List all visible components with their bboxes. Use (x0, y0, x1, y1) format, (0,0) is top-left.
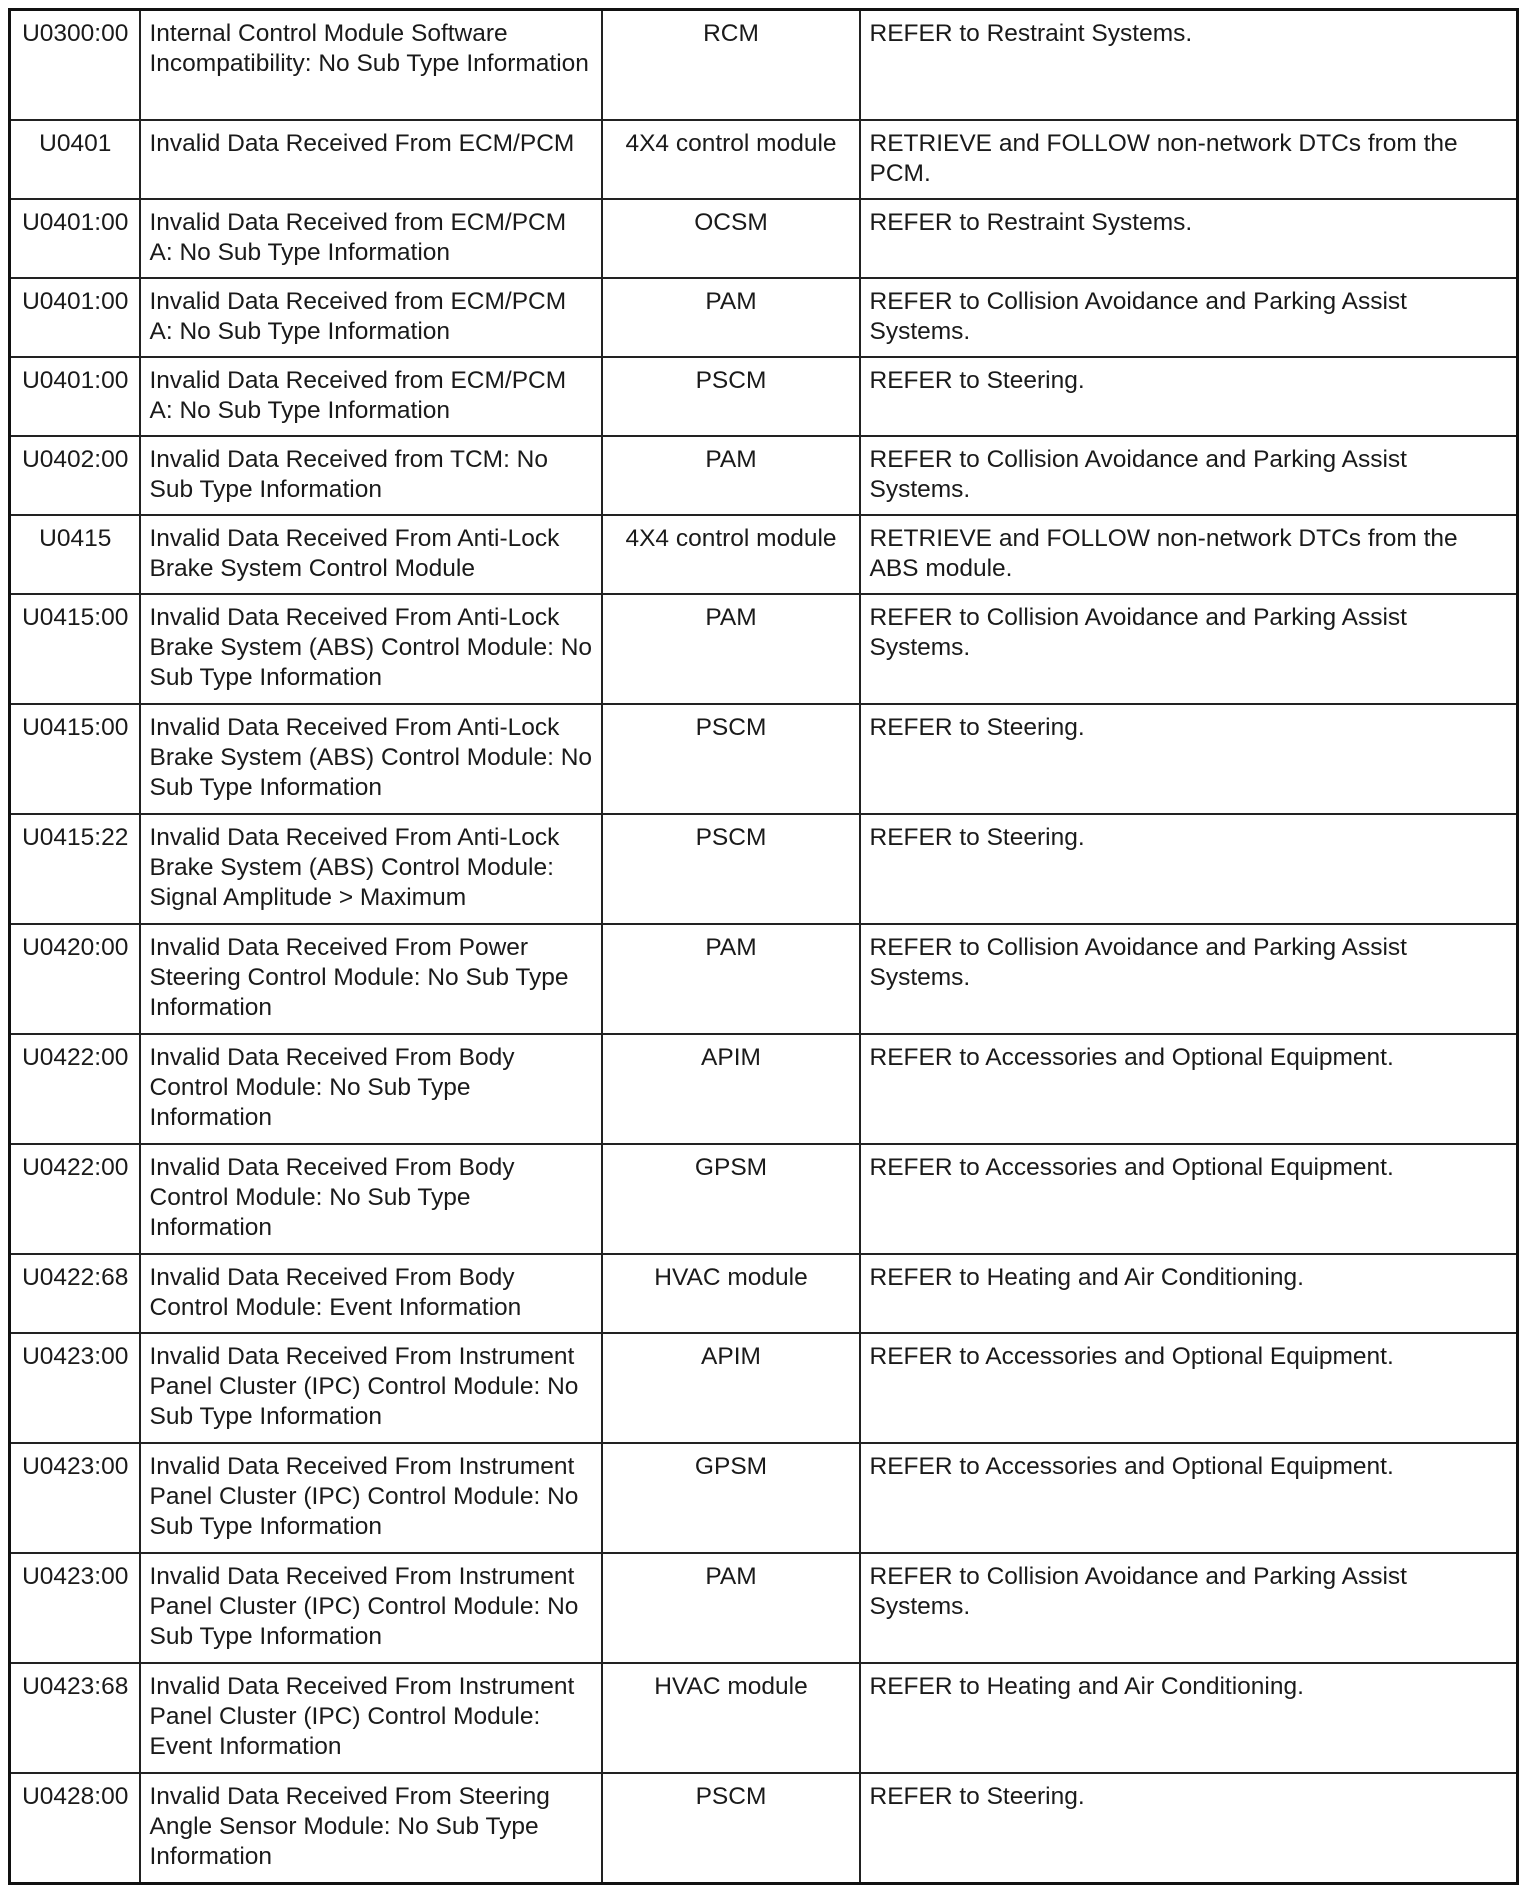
table-row (10, 515, 1518, 594)
description-cell: Invalid Data Received from TCM: No Sub Type Information (140, 436, 602, 515)
module-cell: APIM (602, 1333, 860, 1443)
dtc-code-cell: U0422:00 (10, 1144, 140, 1254)
table-row (10, 10, 1518, 121)
description-cell: Invalid Data Received From Anti-Lock Brake System (ABS) Control Module: Signal Amplitude > Maximum (140, 814, 602, 924)
action-cell: REFER to Steering. (860, 1773, 1518, 1884)
dtc-code-cell: U0401:00 (10, 278, 140, 357)
description-cell: Invalid Data Received from ECM/PCM A: No Sub Type Information (140, 199, 602, 278)
action-cell: REFER to Steering. (860, 357, 1518, 436)
table-row (10, 1254, 1518, 1333)
module-cell: PAM (602, 436, 860, 515)
table-row (10, 1773, 1518, 1884)
action-cell: REFER to Collision Avoidance and Parking Assist Systems. (860, 436, 1518, 515)
dtc-code-cell: U0422:00 (10, 1034, 140, 1144)
module-cell: PAM (602, 278, 860, 357)
table-row (10, 924, 1518, 1034)
dtc-code-cell: U0422:68 (10, 1254, 140, 1333)
dtc-table (8, 8, 1519, 1885)
dtc-code-cell: U0420:00 (10, 924, 140, 1034)
dtc-code-cell: U0423:68 (10, 1663, 140, 1773)
module-cell: PSCM (602, 1773, 860, 1884)
module-cell: PSCM (602, 357, 860, 436)
description-cell: Invalid Data Received From Instrument Panel Cluster (IPC) Control Module: No Sub Type Information (140, 1333, 602, 1443)
table-row (10, 1443, 1518, 1553)
description-cell: Invalid Data Received From Anti-Lock Brake System (ABS) Control Module: No Sub Type Information (140, 594, 602, 704)
module-cell: OCSM (602, 199, 860, 278)
dtc-code-cell: U0423:00 (10, 1333, 140, 1443)
table-row (10, 278, 1518, 357)
action-cell: REFER to Steering. (860, 814, 1518, 924)
description-cell: Internal Control Module Software Incompatibility: No Sub Type Information (140, 10, 602, 121)
action-cell: REFER to Collision Avoidance and Parking Assist Systems. (860, 924, 1518, 1034)
dtc-code-cell: U0401 (10, 120, 140, 199)
document-page (8, 8, 1516, 1885)
module-cell: RCM (602, 10, 860, 121)
dtc-code-cell: U0415:22 (10, 814, 140, 924)
dtc-code-cell: U0401:00 (10, 357, 140, 436)
description-cell: Invalid Data Received From Body Control Module: Event Information (140, 1254, 602, 1333)
description-cell: Invalid Data Received From Anti-Lock Brake System (ABS) Control Module: No Sub Type Information (140, 704, 602, 814)
table-row (10, 199, 1518, 278)
action-cell: REFER to Accessories and Optional Equipment. (860, 1034, 1518, 1144)
table-row (10, 357, 1518, 436)
action-cell: REFER to Heating and Air Conditioning. (860, 1663, 1518, 1773)
table-row (10, 1663, 1518, 1773)
description-cell: Invalid Data Received From Body Control Module: No Sub Type Information (140, 1144, 602, 1254)
module-cell: PSCM (602, 814, 860, 924)
table-row (10, 704, 1518, 814)
module-cell: GPSM (602, 1144, 860, 1254)
module-cell: HVAC module (602, 1254, 860, 1333)
module-cell: APIM (602, 1034, 860, 1144)
dtc-code-cell: U0300:00 (10, 10, 140, 121)
dtc-code-cell: U0428:00 (10, 1773, 140, 1884)
description-cell: Invalid Data Received from ECM/PCM A: No Sub Type Information (140, 278, 602, 357)
description-cell: Invalid Data Received From Instrument Panel Cluster (IPC) Control Module: Event Information (140, 1663, 602, 1773)
action-cell: REFER to Restraint Systems. (860, 199, 1518, 278)
action-cell: REFER to Restraint Systems. (860, 10, 1518, 121)
dtc-code-cell: U0423:00 (10, 1443, 140, 1553)
dtc-code-cell: U0401:00 (10, 199, 140, 278)
module-cell: 4X4 control module (602, 515, 860, 594)
description-cell: Invalid Data Received From Power Steering Control Module: No Sub Type Information (140, 924, 602, 1034)
module-cell: PSCM (602, 704, 860, 814)
description-cell: Invalid Data Received From Instrument Panel Cluster (IPC) Control Module: No Sub Type Information (140, 1553, 602, 1663)
description-cell: Invalid Data Received From Anti-Lock Brake System Control Module (140, 515, 602, 594)
table-row (10, 594, 1518, 704)
module-cell: PAM (602, 1553, 860, 1663)
table-row (10, 1553, 1518, 1663)
dtc-code-cell: U0415:00 (10, 594, 140, 704)
action-cell: REFER to Accessories and Optional Equipment. (860, 1443, 1518, 1553)
action-cell: REFER to Collision Avoidance and Parking Assist Systems. (860, 594, 1518, 704)
description-cell: Invalid Data Received From ECM/PCM (140, 120, 602, 199)
table-row (10, 1333, 1518, 1443)
module-cell: 4X4 control module (602, 120, 860, 199)
module-cell: HVAC module (602, 1663, 860, 1773)
action-cell: REFER to Accessories and Optional Equipment. (860, 1333, 1518, 1443)
table-row (10, 1144, 1518, 1254)
action-cell: RETRIEVE and FOLLOW non-network DTCs from the ABS module. (860, 515, 1518, 594)
action-cell: REFER to Steering. (860, 704, 1518, 814)
dtc-code-cell: U0423:00 (10, 1553, 140, 1663)
table-row (10, 120, 1518, 199)
description-cell: Invalid Data Received From Instrument Panel Cluster (IPC) Control Module: No Sub Type Information (140, 1443, 602, 1553)
action-cell: REFER to Collision Avoidance and Parking Assist Systems. (860, 278, 1518, 357)
action-cell: REFER to Heating and Air Conditioning. (860, 1254, 1518, 1333)
module-cell: GPSM (602, 1443, 860, 1553)
module-cell: PAM (602, 594, 860, 704)
module-cell: PAM (602, 924, 860, 1034)
dtc-code-cell: U0402:00 (10, 436, 140, 515)
description-cell: Invalid Data Received From Steering Angle Sensor Module: No Sub Type Information (140, 1773, 602, 1884)
table-row (10, 1034, 1518, 1144)
dtc-code-cell: U0415:00 (10, 704, 140, 814)
dtc-code-cell: U0415 (10, 515, 140, 594)
table-row (10, 814, 1518, 924)
description-cell: Invalid Data Received From Body Control Module: No Sub Type Information (140, 1034, 602, 1144)
action-cell: REFER to Accessories and Optional Equipment. (860, 1144, 1518, 1254)
action-cell: RETRIEVE and FOLLOW non-network DTCs from the PCM. (860, 120, 1518, 199)
description-cell: Invalid Data Received from ECM/PCM A: No Sub Type Information (140, 357, 602, 436)
action-cell: REFER to Collision Avoidance and Parking Assist Systems. (860, 1553, 1518, 1663)
table-row (10, 436, 1518, 515)
